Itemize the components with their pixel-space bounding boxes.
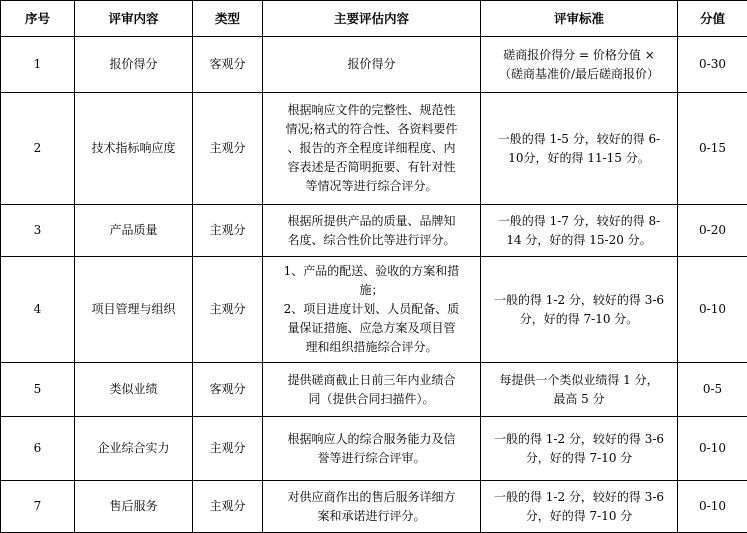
row-content-line: 誉等进行综合评审。 [267, 449, 476, 468]
row-standard [481, 257, 678, 363]
row-standard [481, 363, 678, 417]
header-standard: 评审标准 [481, 1, 678, 37]
header-score: 分值 [678, 1, 747, 37]
row-type: 主观分 [193, 205, 263, 257]
row-content-line: 量保证措施、应急方案及项目管 [267, 319, 476, 338]
table-row [1, 257, 747, 363]
row-standard [481, 93, 678, 205]
row-standard [481, 205, 678, 257]
header-item: 评审内容 [75, 1, 193, 37]
table-row [1, 417, 747, 481]
row-standard-line: 一般的得 1-2 分，较好的得 3-6 [485, 430, 673, 449]
table-row [1, 481, 747, 533]
row-standard [481, 417, 678, 481]
row-item: 企业综合实力 [75, 417, 193, 481]
row-content-line: 、报告的齐全程度详细程度、内 [267, 139, 476, 158]
row-score: 0-30 [678, 37, 747, 93]
row-item: 项目管理与组织 [75, 257, 193, 363]
row-number: 2 [1, 93, 75, 205]
row-type: 主观分 [193, 93, 263, 205]
row-content-line: 提供磋商截止日前三年内业绩合 [267, 371, 476, 390]
row-number: 5 [1, 363, 75, 417]
row-type: 主观分 [193, 417, 263, 481]
row-standard-line: 每提供一个类似业绩得 1 分， [485, 371, 673, 390]
row-standard-line: 磋商报价得分 = 价格分值 × [485, 46, 673, 65]
row-content-line: 根据响应人的综合服务能力及信 [267, 430, 476, 449]
table-row [1, 93, 747, 205]
row-content-line: 1、产品的配送、验收的方案和措 [267, 262, 476, 281]
row-standard-line: 分，好的得 7-10 分。 [485, 310, 673, 329]
row-item: 产品质量 [75, 205, 193, 257]
row-item: 报价得分 [75, 37, 193, 93]
row-score: 0-10 [678, 417, 747, 481]
row-standard-line: 分，好的得 7-10 分 [485, 449, 673, 468]
row-content-line: 案和承诺进行评分。 [267, 507, 476, 526]
row-standard-line: 10分，好的得 11-15 分。 [485, 149, 673, 168]
row-content-line: 理和组织措施综合评分。 [267, 338, 476, 357]
row-score: 0-15 [678, 93, 747, 205]
row-content-line: 名度、综合性价比等进行评分。 [267, 231, 476, 250]
row-content [263, 205, 481, 257]
row-standard-line: 一般的得 1-2 分，较好的得 3-6 [485, 291, 673, 310]
row-type: 主观分 [193, 257, 263, 363]
row-score: 0-5 [678, 363, 747, 417]
row-type: 客观分 [193, 37, 263, 93]
row-content-line: 2、项目进度计划、人员配备、质 [267, 300, 476, 319]
row-standard [481, 37, 678, 93]
row-content-line: 情况;格式的符合性、各资料要件 [267, 120, 476, 139]
row-content [263, 257, 481, 363]
table-row [1, 37, 747, 93]
row-content-line: 容表述是否简明扼要、有针对性 [267, 158, 476, 177]
row-standard-line: 最高 5 分 [485, 390, 673, 409]
row-standard-line: 14 分，好的得 15-20 分。 [485, 231, 673, 250]
row-type: 主观分 [193, 481, 263, 533]
row-score: 0-10 [678, 481, 747, 533]
table-row [1, 205, 747, 257]
header-type: 类型 [193, 1, 263, 37]
table-body [1, 37, 747, 533]
row-content [263, 93, 481, 205]
header-no: 序号 [1, 1, 75, 37]
row-number: 6 [1, 417, 75, 481]
row-content [263, 481, 481, 533]
row-standard-line: 一般的得 1-5 分，较好的得 6- [485, 130, 673, 149]
row-content-line: 根据响应文件的完整性、规范性 [267, 101, 476, 120]
row-item: 技术指标响应度 [75, 93, 193, 205]
row-score: 0-20 [678, 205, 747, 257]
row-item: 类似业绩 [75, 363, 193, 417]
row-standard-line: 分，好的得 7-10 分 [485, 507, 673, 526]
row-content [263, 417, 481, 481]
row-standard-line: （磋商基准价/最后磋商报价） [485, 65, 673, 84]
header-row [1, 1, 747, 37]
row-number: 4 [1, 257, 75, 363]
row-standard [481, 481, 678, 533]
table-row [1, 363, 747, 417]
row-content-line: 对供应商作出的售后服务详细方 [267, 488, 476, 507]
row-item: 售后服务 [75, 481, 193, 533]
row-standard-line: 一般的得 1-2 分，较好的得 3-6 [485, 488, 673, 507]
row-content-line: 报价得分 [267, 55, 476, 74]
row-content [263, 363, 481, 417]
row-content-line: 等情况等进行综合评分。 [267, 177, 476, 196]
row-number: 3 [1, 205, 75, 257]
row-type: 客观分 [193, 363, 263, 417]
row-content-line: 根据所提供产品的质量、品牌知 [267, 212, 476, 231]
row-standard-line: 一般的得 1-7 分，较好的得 8- [485, 212, 673, 231]
row-score: 0-10 [678, 257, 747, 363]
row-content-line: 同（提供合同扫描件）。 [267, 390, 476, 409]
header-content: 主要评估内容 [263, 1, 481, 37]
row-number: 7 [1, 481, 75, 533]
row-number: 1 [1, 37, 75, 93]
row-content-line: 施； [267, 281, 476, 300]
row-content [263, 37, 481, 93]
